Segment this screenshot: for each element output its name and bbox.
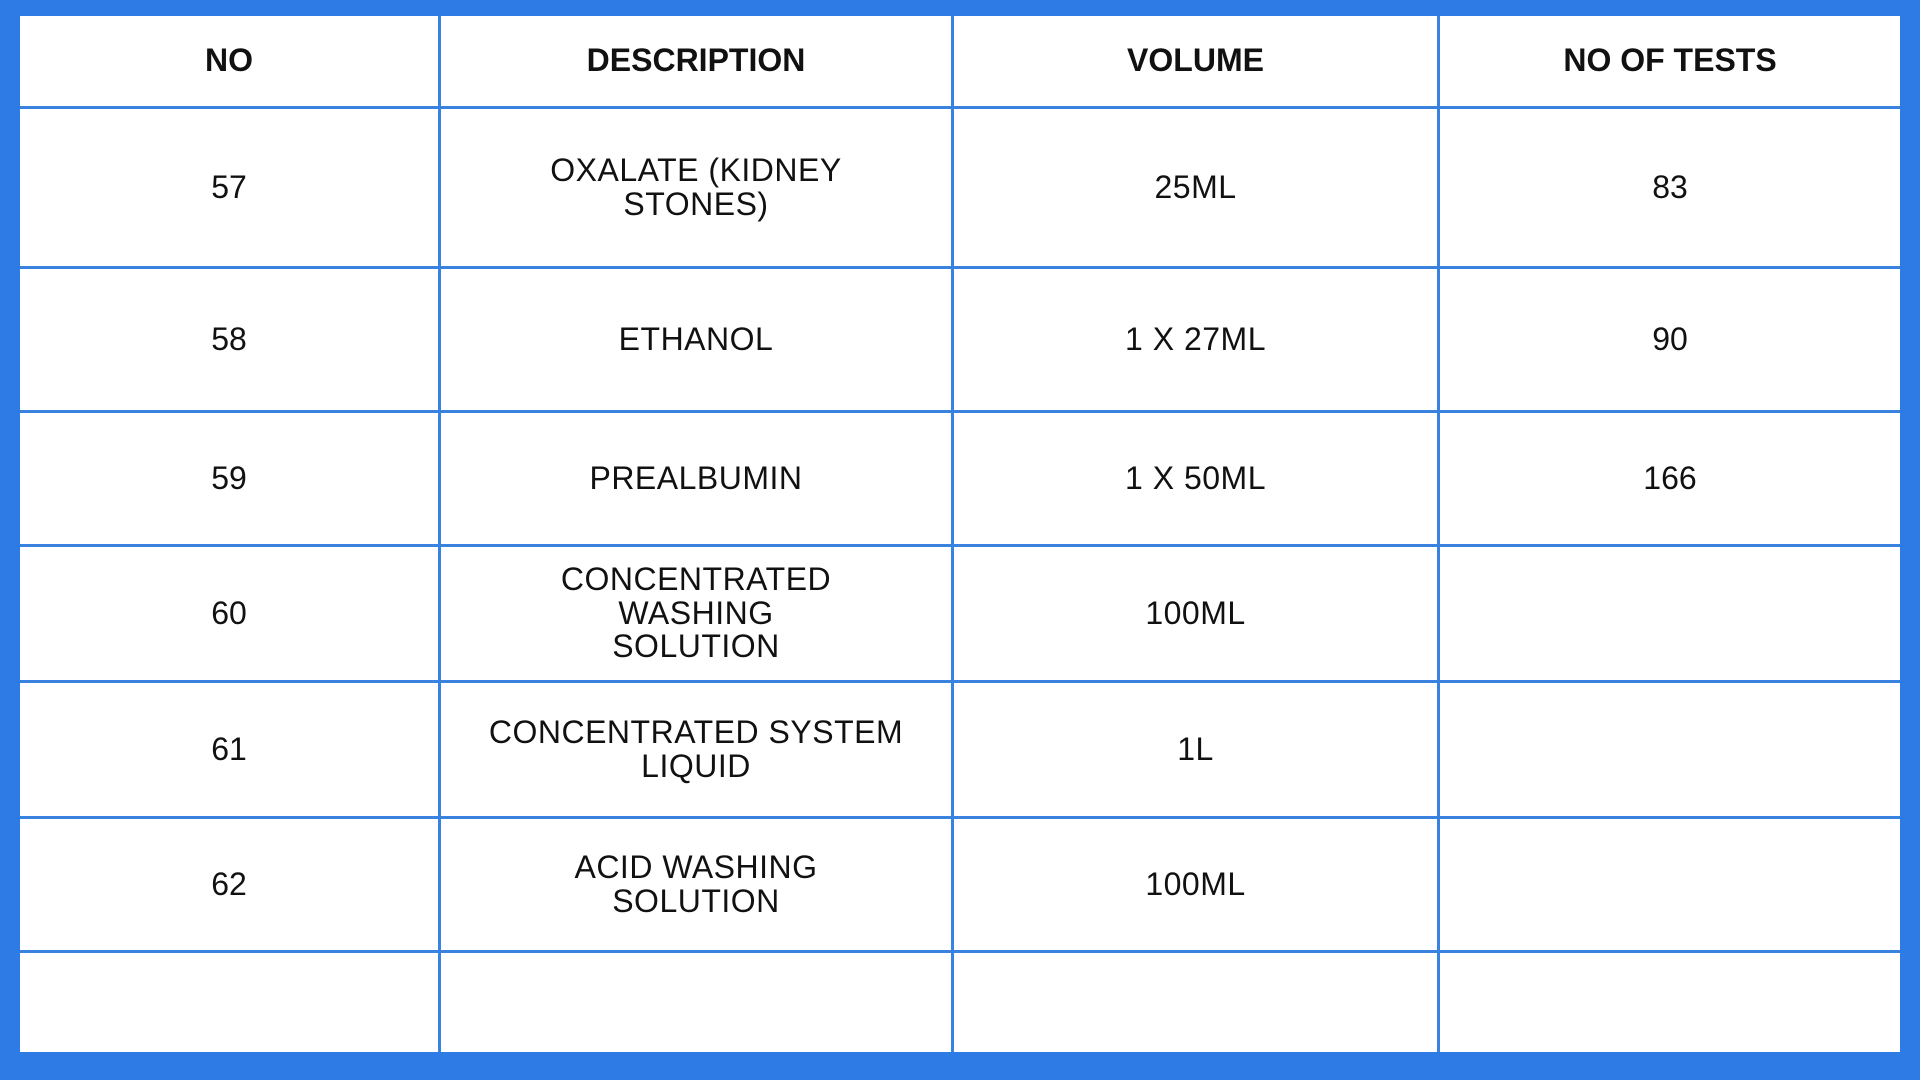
row-58-volume: 1 X 27ML (1125, 320, 1266, 357)
row-58-no: 58 (211, 320, 247, 357)
row-empty-tests (1440, 953, 1900, 1052)
row-empty-volume (954, 953, 1437, 1052)
row-62-volume: 100ML (1145, 865, 1246, 902)
row-61-no: 61 (211, 730, 247, 767)
header-description: DESCRIPTION (586, 42, 806, 79)
row-empty-no (20, 953, 438, 1052)
row-62-description: ACID WASHING SOLUTION (574, 848, 818, 919)
row-60-volume: 100ML (1145, 594, 1246, 631)
row-57-volume: 25ML (1154, 168, 1237, 205)
row-60-description: CONCENTRATED WASHING SOLUTION (560, 561, 832, 665)
row-58-description: ETHANOL (618, 320, 774, 357)
row-61-tests (1440, 683, 1900, 816)
row-57-tests: 83 (1652, 168, 1688, 205)
row-59-volume: 1 X 50ML (1125, 459, 1266, 496)
row-62-no: 62 (211, 865, 247, 902)
header-no-of-tests: NO OF TESTS (1563, 42, 1777, 79)
row-60-tests (1440, 547, 1900, 680)
row-59-no: 59 (211, 459, 247, 496)
row-61-volume: 1L (1177, 730, 1214, 767)
row-57-no: 57 (211, 168, 247, 205)
row-59-description: PREALBUMIN (589, 459, 803, 496)
row-57-description: OXALATE (KIDNEY STONES) (550, 151, 842, 222)
row-58-tests: 90 (1652, 320, 1688, 357)
header-volume: VOLUME (1127, 42, 1264, 79)
row-empty-description (441, 953, 951, 1052)
header-no: NO (205, 42, 253, 79)
row-61-description: CONCENTRATED SYSTEM LIQUID (488, 713, 904, 784)
row-62-tests (1440, 819, 1900, 950)
row-59-tests: 166 (1643, 459, 1697, 496)
row-60-no: 60 (211, 594, 247, 631)
table-sheet (20, 16, 1900, 1052)
